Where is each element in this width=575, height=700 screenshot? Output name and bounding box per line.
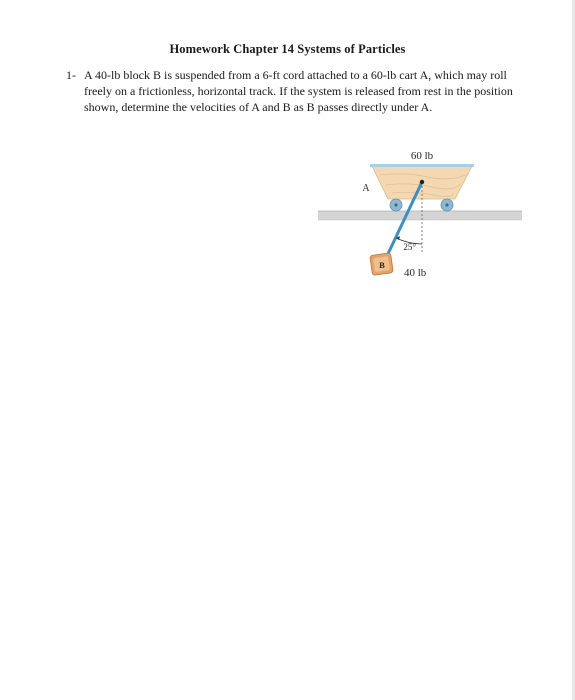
- problem-number: 1-: [66, 68, 76, 82]
- wheel-hub: [445, 203, 448, 206]
- track: [318, 211, 522, 220]
- cart-label: A: [362, 183, 370, 194]
- block-weight-label: 40 lb: [404, 267, 427, 279]
- cord-pivot: [420, 180, 424, 184]
- problem-text: A 40-lb block B is suspended from a 6-ft cord attached to a 60-lb cart A, which may roll freely on a frictionless, horizontal track. If the system is released from rest in the position shown, determine the velocities of A and B as B passes directly under A.: [84, 68, 513, 114]
- cart-pendulum-figure: [310, 145, 530, 295]
- block-label: B: [379, 260, 385, 270]
- cart-weight-label: 60 lb: [410, 150, 434, 162]
- figure-svg: [310, 145, 530, 295]
- angle-label: 25°: [403, 242, 416, 252]
- cart-rim: [370, 164, 474, 167]
- problem-1: [66, 67, 536, 115]
- wheel-hub: [394, 203, 397, 206]
- page-title: Homework Chapter 14 Systems of Particles: [169, 42, 406, 56]
